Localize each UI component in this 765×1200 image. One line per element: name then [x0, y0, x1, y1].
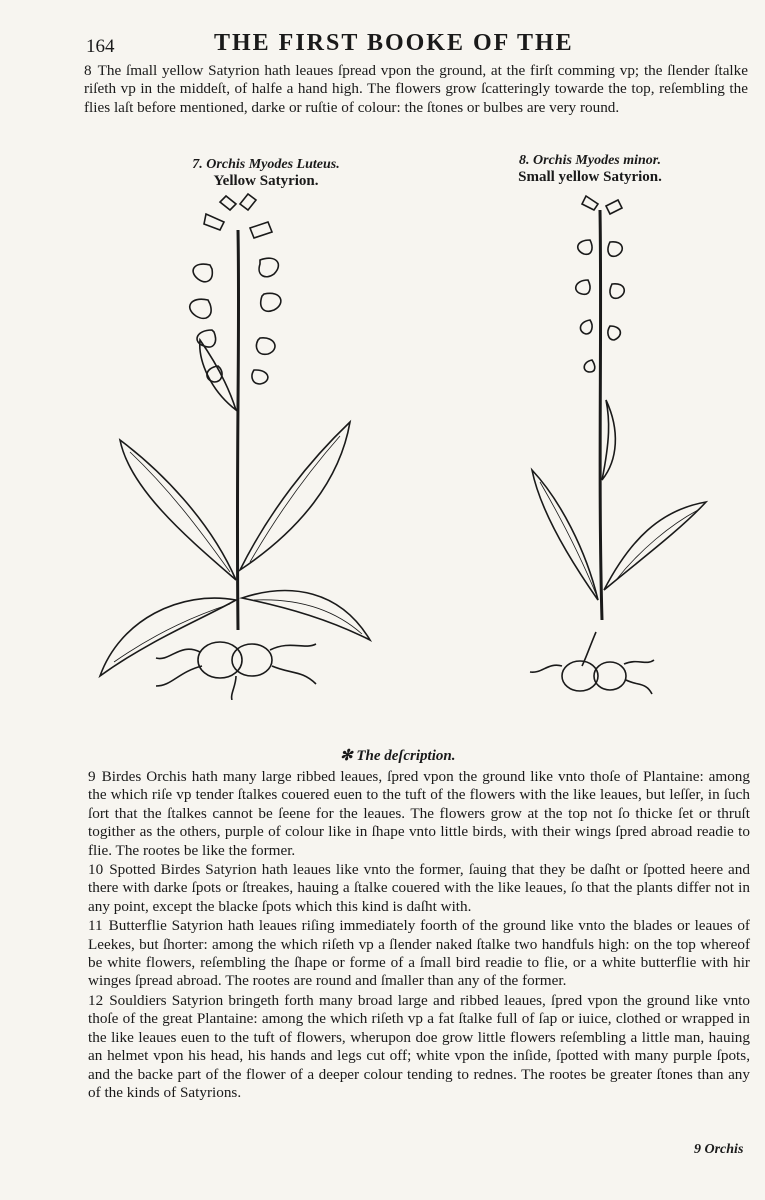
flower-cluster [190, 194, 281, 384]
paragraph-text: Butterflie Satyrion hath leaues riſing immediately foorth of the ground like vnto the blades or leaues of Leekes, but ſhorter: among the which riſeth vp a ſlender naked ſtalke two handfuls high: on the top whereof be white flowers, reſembling the ſhape or forme of a ſmall bird readie to flie, or a white butterflie with hir winges ſpread abroad. The rootes are round and ſmaller than any of the former. [88, 917, 750, 990]
figure-latin-name: 7. Orchis Myodes Luteus. [192, 157, 340, 172]
orchid-plant-illustration [90, 190, 390, 700]
paragraph [88, 992, 750, 1102]
paragraph-text: Spotted Birdes Satyrion hath leaues like vnto the former, ſauing that they be daſht or ſpotted heere and there with darke ſpots or ſtreakes, hauing a ſtalke couered with the like leaues, ſo that the plants differ not in any point, except the blacke ſpots which this kind is daſht with. [88, 861, 750, 915]
paragraph [88, 861, 750, 916]
figure-english-name: Yellow Satyrion. [213, 173, 319, 189]
description-body [88, 768, 750, 1103]
paragraph [88, 768, 750, 860]
catchword: 9 Orchis [694, 1142, 744, 1157]
figure-latin-name: 8. Orchis Myodes minor. [519, 153, 661, 168]
paragraph-number: 8 [84, 62, 92, 79]
running-head: THE FIRST BOOKE OF THE [214, 30, 574, 56]
paragraph-number: 10 [88, 861, 104, 879]
page-number: 164 [86, 36, 115, 57]
paragraph-number: 11 [88, 917, 103, 935]
orchid-plant-illustration [510, 180, 720, 705]
paragraph-text: Birdes Orchis hath many large ribbed leaues, ſpred vpon the ground like vnto thoſe of Plantaine: among the which riſe vp tender ſtalkes couered euen to the tuft of the flowers with the like leaues, but leſſer, in ſuch ſort that the ſtalkes cannot be ſeene for the leaues. The flowers grow at the top not ſo thicke ſet or thruſt togither as the others, purple of colour like in ſhape vnto little birds, with their wings ſpred abroad readie to flie. The rootes be like the former. [88, 768, 750, 859]
paragraph-text: The ſmall yellow Satyrion hath leaues ſpread vpon the ground, at the firſt comming vp; the ſlender ſtalke riſeth vp in the middeſt, of halfe a hand high. The flowers grow ſcatteringly towarde the top, reſembling the flies laſt before mentioned, darke or ruſtie of colour: the ſtones or bulbes are very round. [84, 62, 748, 116]
section-heading: ✻ The deſcription. [340, 748, 456, 764]
figure-caption-left [166, 156, 366, 190]
paragraph [88, 917, 750, 991]
figure-english-name: Small yellow Satyrion. [518, 169, 662, 185]
paragraph-number: 12 [88, 991, 104, 1009]
paragraph-text: Souldiers Satyrion bringeth forth many broad large and ribbed leaues, ſpred vpon the ground like vnto thoſe of the great Plantaine: among the which riſeth vp a fat ſtalke full of ſap or iuice, clothed or wrapped in the like leaues euen to the tuft of flowers, wherupon doe grow little flowers reſembling a little man, hauing an helmet vpon his head, his hands and legs cut off; white vpon the inſide, ſpotted with many purple ſpots, and the backe part of the flower of a deeper colour tending to rednes. The rootes be greater ſtones than any of the kinds of Satyrions. [88, 991, 750, 1101]
intro-paragraph [84, 62, 748, 117]
paragraph-number: 9 [88, 768, 96, 785]
